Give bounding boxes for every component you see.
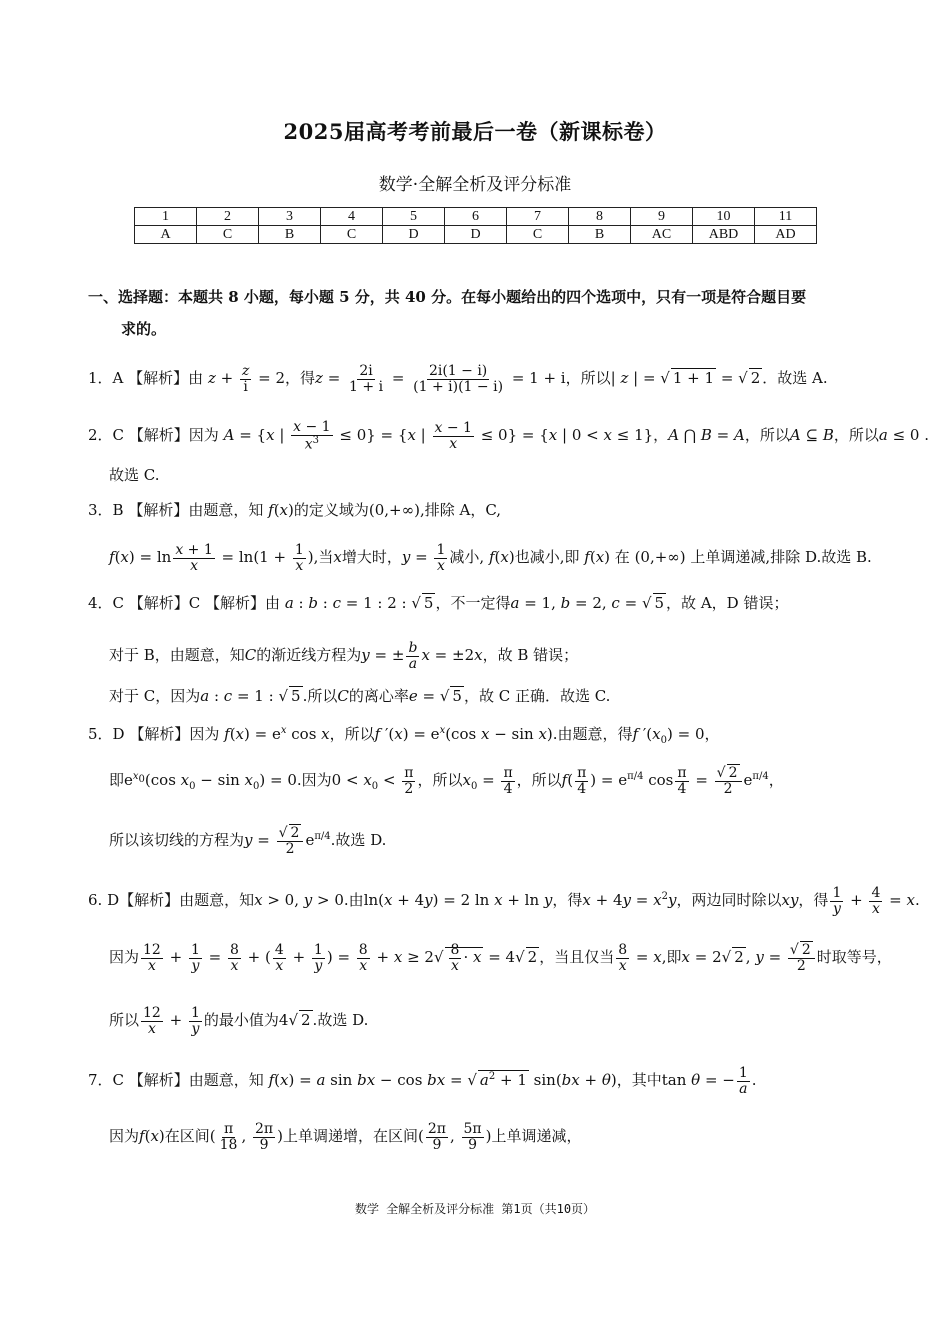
answer-table-answer-cell: C [321,226,383,244]
q7-text: 因为 [109,1127,140,1146]
question-2-cont [109,468,159,483]
formula: $\frac{2\pi}{9}$ [255,1121,274,1153]
answer-table-answer-cell: C [507,226,569,244]
answer-table-number-cell: 8 [569,208,631,226]
formula: $\frac{1}{y}$ [190,1005,200,1037]
question-5-line3: 所以该切线的方程为y = √ $\frac{2}{2}$ $e^{\pi/4}$.故选 D. [109,826,386,856]
q7-text: 上单调递增，在区间 [282,1127,418,1146]
answer-table-number-cell: 11 [755,208,817,226]
formula: $\frac{\pi}{4}$ [677,765,687,797]
q6-text: .故选 D. [312,1011,369,1030]
answer-table-number-cell: 7 [507,208,569,226]
q6-label: 6. D【解析】由题意，知 [88,891,255,910]
formula: $\frac{b}{a}$ [408,640,418,672]
q3-text: 也减小,即 [514,548,580,567]
formula: $\frac{z}{i}$ [241,363,250,395]
q5-label: 5．D 【解析】因为 [88,725,220,743]
question-6-line3: 所以 $\frac{12}{x}$ + $\frac{1}{y}$ 的最小值为4√ 2 .故选 D. [109,1006,368,1036]
q5-text: ，所以 [417,771,463,790]
formula: √ $\frac{2}{2}$ [788,943,815,973]
q1-text: ，所以 [565,369,611,388]
answer-table-answer-cell: C [197,226,259,244]
formula: $\frac{2\pi}{9}$ [427,1121,446,1153]
answer-table-number-cell: 4 [321,208,383,226]
q7-text: ，其中 [616,1071,662,1090]
answer-table-answer-cell: B [569,226,631,244]
answer-table-answer-cell: AC [631,226,693,244]
section-heading [88,290,806,305]
formula: $\frac{12}{x}$ [143,942,161,974]
q3-text: ,当 [313,548,334,567]
q7-label: 7．C 【解析】由题意，知 [88,1071,264,1090]
q1-label: 1．A 【解析】由 [88,369,204,388]
answer-table-number-cell: 5 [383,208,445,226]
formula: √ $\frac{2}{2}$ [277,826,304,856]
q3-text: 减小, [449,548,485,567]
q5-text: .故选 D. [330,831,387,850]
formula: $\frac{\pi}{18}$ [219,1121,238,1153]
q5-text: ，所以 [329,725,375,743]
q4-text: 的渐近线方程为 [256,646,362,665]
q2-label: 2．C 【解析】因为 [88,426,219,445]
q1-text: ，得 [285,369,316,388]
page-footer: 数学 全解全析及评分标准 第1页（共10页） [354,1202,596,1216]
formula: $\frac{1}{y}$ [313,942,323,974]
answer-table-number-cell: 2 [197,208,259,226]
question-4: 4．C 【解析】C 【解析】由 a : b : c = 1 : 2 : √ 5 ，不一定得a = 1, b = 2, c = √ 5 ，故 A，D 错误； [88,596,788,611]
formula: $\frac{8}{x}$ [450,942,460,974]
q5-text: ，所以 [516,771,562,790]
q3-text: 的定义域为 [293,501,369,519]
q4-text: ，故 B 错误； [482,646,579,665]
q3-text: 在 [614,548,630,567]
q7-text: 在区间 [164,1127,210,1146]
question-7: 7．C 【解析】由题意，知 f(x) = a sin bx − cos bx = √ $a^2 + 1$ sin(bx + θ)，其中tan θ = − $\frac{1}{a}$ . [88,1066,757,1096]
formula: $\frac{x - 1}{x^3}$ [293,419,331,453]
q4-label: 4．C 【解析】C 【解析】由 [88,594,281,612]
answer-table-numbers-row [135,208,817,226]
q4-text: 的离心率 [348,687,409,705]
q6-text: ，当且仅当 [539,948,615,967]
q3-label: 3．B 【解析】由题意，知 [88,501,264,519]
formula: $\frac{2i(1 - i)}{(1 + i)(1 - i)}$ [413,363,504,395]
q7-text: 上单调递减， [491,1127,582,1146]
q3-text: 上单调递减,排除 D.故选 B. [690,548,872,567]
formula: $\frac{12}{x}$ [143,1005,161,1037]
q2-text: 故选 C. [109,466,160,484]
q6-text: ，两边同时除以 [676,891,782,910]
question-5: 5．D 【解析】因为 $f(x) = e^x$ cos x，所以f $'(x) = e^x(\cos$ x − sin x).由题意，得f $'(x_0) = 0$， [88,725,720,746]
q6-text: 即 [666,948,682,967]
answer-table-answer-cell: AD [755,226,817,244]
q4-text: ，故 C 正确．故选 C. [463,687,611,705]
question-3: 3．B 【解析】由题意，知 f(x)的定义域为(0,+∞),排除 A，C, [88,501,502,519]
q3-text: ,排除 A，C, [419,501,502,519]
answer-table [134,207,817,244]
answer-table-answer-cell: B [259,226,321,244]
q4-text: 对于 B，由题意，知 [109,646,245,665]
question-6-line2: 因为 $\frac{12}{x}$ + $\frac{1}{y}$ = $\frac{8}{x}$ + ( $\frac{4}{x}$ + $\frac{1}{y}$ ) = $\frac{8}{x}$ + x ≥ 2√ $\frac{8}{x}$ · x = 4√ 2 ，当且仅当 $\frac{8}{x}$ = x,即x = 2√ 2 , y = √ $\frac{2}{2}$ 时取等号， [109,943,892,973]
formula: $\frac{\pi}{4}$ [503,765,513,797]
answer-table-answers-row [135,226,817,244]
q6-text: ，得 [552,891,583,910]
q5-text: 所以该切线的方程为 [109,831,245,850]
formula: $\frac{1}{y}$ [190,942,200,974]
q2-text: ，所以 [833,426,879,445]
q4-text: ，不一定得 [435,594,511,612]
question-1: 1．A 【解析】由 z + $\frac{z}{i}$ = 2，得z = $\frac{2i}{1 + i}$ = $\frac{2i(1 - i)}{(1 + i)(1 - i)}$ = 1 + i，所以| z | = √ 1 + 1 = √ 2 ．故选 A. [88,364,828,394]
question-6: 6. D【解析】由题意，知x > 0, y > 0.由ln(x + 4y) = 2 ln x + ln y，得$x + 4y = x^2y$，两边同时除以xy，得 $\frac{1}{y}$ + $\frac{4}{x}$ = x. [88,885,920,917]
answer-table-number-cell: 1 [135,208,197,226]
answer-table-number-cell: 10 [693,208,755,226]
question-3-cont: f(x) = ln $\frac{x + 1}{x}$ = ln(1 + $\frac{1}{x}$ ),当x增大时，y = $\frac{1}{x}$ 减小, f(x)也减小,即 f(x) 在 (0,+∞) 上单调递减,排除 D.故选 B. [109,542,872,574]
q5-text: .由题意，得 [552,725,633,743]
section-heading-line2: 求的。 [121,320,167,338]
q4-text: ，故 A，D 错误； [666,594,789,612]
formula: $\frac{\pi}{4}$ [577,765,587,797]
q6-text: 因为 [109,948,140,967]
section-heading-cont [121,322,166,337]
formula: $\frac{5\pi}{9}$ [463,1121,482,1153]
q4-text: .所以 [302,687,338,705]
q3-text: 增大时， [341,548,402,567]
section-heading-line1: 一、选择题：本题共 8 小题，每小题 5 分，共 40 分。在每小题给出的四个选项中，只有一项是符合题目要 [88,288,807,306]
formula: $\frac{1}{a}$ [738,1065,748,1097]
answer-table-answer-cell: D [383,226,445,244]
answer-table-number-cell: 9 [631,208,693,226]
formula: $\frac{4}{x}$ [871,885,881,917]
page-title: 2025届高考考前最后一卷（新课标卷） [283,119,667,144]
formula: $\frac{x - 1}{x}$ [434,419,472,452]
answer-table-number-cell: 3 [259,208,321,226]
formula: $\frac{x + 1}{x}$ [175,542,213,574]
formula: √ $\frac{2}{2}$ [715,766,742,796]
formula: $\frac{8}{x}$ [358,942,368,974]
question-4-line2: 对于 B，由题意，知C的渐近线方程为y = ± $\frac{b}{a}$ x = ±2x，故 B 错误； [109,640,579,672]
formula: $\frac{8}{x}$ [618,942,628,974]
formula: $\frac{8}{x}$ [229,942,239,974]
answer-table-number-cell: 6 [445,208,507,226]
answer-table-answer-cell: D [445,226,507,244]
formula: $\frac{4}{x}$ [274,942,284,974]
q6-text: ，得 [798,891,829,910]
q1-text: ．故选 A. [762,369,828,388]
formula: $\frac{1}{y}$ [832,885,842,917]
formula: $\frac{2i}{1 + i}$ [349,363,384,395]
formula: $\frac{1}{x}$ [294,542,304,574]
formula: $\frac{1}{x}$ [436,542,446,574]
answer-table-answer-cell: A [135,226,197,244]
question-4-line3: 对于 C，因为a : c = 1 : √ 5 .所以C的离心率e = √ 5 ，故 C 正确．故选 C. [109,689,610,704]
question-5-line2: 即$e^{x_0}(\cos$ $x_0 - \sin x_0) = 0$.因为$0 < x_0$ < $\frac{\pi}{2}$ ，所以$x_0$ = $\frac{\pi}{4}$ ，所以f( $\frac{\pi}{4}$ ) = $e^{\pi/4}$ cos $\frac{\pi}{4}$ = √ $\frac{2}{2}$ $e^{\pi/4}$， [109,766,784,796]
q4-text: 对于 C，因为 [109,687,201,705]
q6-text: 所以 [109,1011,140,1030]
q5-text: .因为 [296,771,332,790]
q6-text: .由 [343,891,364,910]
q5-text: 即 [109,771,125,790]
question-7-line2: 因为f(x)在区间( $\frac{\pi}{18}$ , $\frac{2\pi}{9}$ )上单调递增，在区间( $\frac{2\pi}{9}$ , $\frac{5\pi}{9}$ )上单调递减， [109,1121,582,1153]
q6-text: 时取等号， [816,948,892,967]
question-2: 2．C 【解析】因为 A = {x | $\frac{x - 1}{x^3}$ ≤ 0} = {x | $\frac{x - 1}{x}$ ≤ 0} = {x | 0 < x ≤ 1}，A ⋂ B = A，所以A ⊆ B，所以a ≤ 0 . [88,419,930,453]
q2-text: ，所以 [744,426,790,445]
page-subtitle: 数学·全解全析及评分标准 [378,175,572,195]
formula: $\frac{\pi}{2}$ [404,765,414,797]
answer-table-answer-cell: ABD [693,226,755,244]
q6-text: 的最小值为 [203,1011,279,1030]
